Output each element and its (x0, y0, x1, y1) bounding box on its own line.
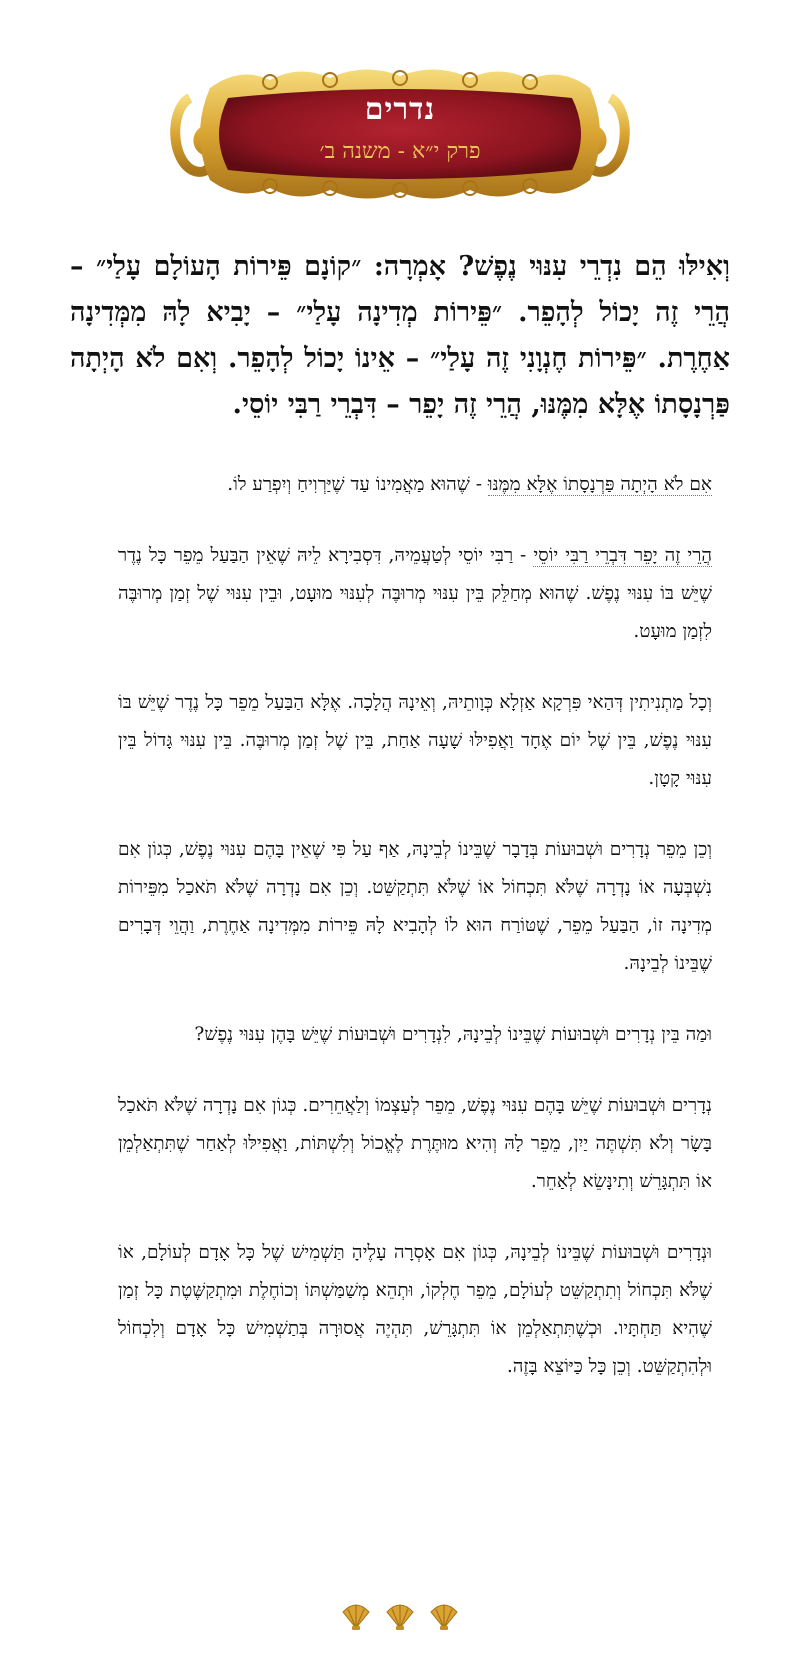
page-title: נדרים (364, 92, 436, 127)
commentary-text: - רַבִּי יוֹסֵי לְטַעֲמֵיהּ, דִּסְבִירָא לֵיהּ שֶׁאֵין הַבַּעַל מֵפֵר כָּל נֶדֶר שֶׁיֵּשׁ בּוֹ עִנּוּי נֶפֶשׁ. שֶׁהוּא מְחַלֵּק בֵּין עִנּוּי מְרוּבֶּה לְעִנּוּי מוּעָט, וּבֵין עִנּוּי שֶׁל זְמַן מְרוּבֶּה לִזְמַן מוּעָט. (118, 545, 712, 642)
dibur-hamatchil: אִם לֹא הָיְתָה פַּרְנָסָתוֹ אֶלָּא מִמֶּנּוּ (487, 474, 712, 495)
mishna-text: וְאִילּוּ הֵם נִדְרֵי עִנּוּי נֶפֶשׁ? אָמְרָה: ״קוֹנָם פֵּירוֹת הָעוֹלָם עָלַי״ – הֲרֵי זֶה יָכוֹל לְהָפֵר. ״פֵּירוֹת מְדִינָה עָלַי״ – יָבִיא לָהּ מִמְּדִינָה אַחֶרֶת. ״פֵּירוֹת חֶנְוָנִי זֶה עָלַי״ – אֵינוֹ יָכוֹל לְהָפֵר. וְאִם לֹא הָיְתָה פַּרְנָסָתוֹ אֶלָּא מִמֶּנּוּ, הֲרֵי זֶה יָפֵר – דִּבְרֵי רַבִּי יוֹסֵי. (70, 251, 730, 420)
commentary-paragraph (118, 1087, 712, 1201)
scroll-banner-icon (170, 58, 630, 210)
shell-icon (428, 1600, 460, 1632)
chapter-subtitle: פרק י״א - משנה ב׳ (319, 139, 481, 164)
commentary-paragraph (118, 831, 712, 983)
shell-icon (340, 1600, 372, 1632)
footer-ornament (340, 1600, 460, 1636)
shell-icon (384, 1600, 416, 1632)
commentary-paragraph (118, 537, 712, 651)
commentary-text: וְכֵן מֵפֵר נְדָרִים וּשְׁבוּעוֹת בְּדָבָר שֶׁבֵּינוֹ לְבֵינָהּ, אַף עַל פִּי שֶׁאֵין בָּהֶם עִנּוּי נֶפֶשׁ, כְּגוֹן אִם נִשְׁבְּעָה אוֹ נָדְרָה שֶׁלֹּא תִּכְחוֹל אוֹ שֶׁלֹּא תִּתְקַשֵּׁט. וְכֵן אִם נָדְרָה שֶׁלֹּא תֹּאכַל מִפֵּירוֹת מְדִינָה זוֹ, הַבַּעַל מֵפֵר, שֶׁטּוֹרַח הוּא לוֹ לְהָבִיא לָהּ פֵּירוֹת מִמְּדִינָה אַחֶרֶת, וַהֲוֵי דְּבָרִים שֶׁבֵּינוֹ לְבֵינָהּ. (118, 839, 712, 974)
commentary-paragraph (118, 466, 712, 504)
commentary-text: וּנְדָרִים וּשְׁבוּעוֹת שֶׁבֵּינוֹ לְבֵינָהּ, כְּגוֹן אִם אָסְרָה עָלֶיהָ תַּשְׁמִישׁ שֶׁל כָּל אָדָם לְעוֹלָם, אוֹ שֶׁלֹּא תִּכְחוֹל וְתִתְקַשֵּׁט לְעוֹלָם, מֵפֵר חֶלְקוֹ, וּתְהֵא מְשַׁמַּשְׁתּוֹ וְכוֹחֶלֶת וּמִתְקַשֶּׁטֶת כָּל זְמַן שֶׁהִיא תַּחְתָּיו. וּכְשֶׁתִּתְאַלְמֵן אוֹ תִּתְגָּרֵשׁ, תִּהְיֶה אֲסוּרָה בְּתַשְׁמִישׁ כָּל אָדָם וְלִכְחוֹל וּלְהִתְקַשֵּׁט. וְכֵן כָּל כַּיּוֹצֵא בָּזֶה. (118, 1242, 712, 1377)
commentary-paragraph (118, 1234, 712, 1386)
commentary-text: נְדָרִים וּשְׁבוּעוֹת שֶׁיֵּשׁ בָּהֶם עִנּוּי נֶפֶשׁ, מֵפֵר לְעַצְמוֹ וְלַאֲחֵרִים. כְּגוֹן אִם נָדְרָה שֶׁלֹּא תֹּאכַל בָּשָׂר וְלֹא תִּשְׁתֶּה יַיִן, מֵפֵר לָהּ וְהִיא מוּתֶּרֶת לֶאֱכוֹל וְלִשְׁתּוֹת, וַאֲפִילּוּ לְאַחַר שֶׁתִּתְאַלְמֵן אוֹ תִּתְגָּרֵשׁ וְתִינָּשֵׂא לְאַחֵר. (118, 1095, 712, 1192)
commentary (118, 466, 712, 1419)
commentary-paragraph (118, 1016, 712, 1054)
commentary-text: וְכָל מַתְנִיתִין דְּהַאי פִּרְקָא אַזְלָא כְּוָותֵיהּ, וְאֵינָהּ הֲלָכָה. אֶלָּא הַבַּעַל מֵפֵר כָּל נֶדֶר שֶׁיֵּשׁ בּוֹ עִנּוּי נֶפֶשׁ, בֵּין שֶׁל יוֹם אֶחָד וַאֲפִילּוּ שָׁעָה אַחַת, בֵּין שֶׁל זְמַן מְרוּבֶּה. בֵּין עִנּוּי גָּדוֹל בֵּין עִנּוּי קָטָן. (118, 692, 712, 789)
commentary-paragraph (118, 684, 712, 798)
header-banner (170, 58, 630, 210)
commentary-text: - שֶׁהוּא מַאֲמִינוֹ עַד שֶׁיַּרְוִיחַ וְיִפְרַע לוֹ. (227, 474, 488, 495)
dibur-hamatchil: הֲרֵי זֶה יָפֵר דִּבְרֵי רַבִּי יוֹסֵי (533, 545, 712, 566)
commentary-text: וּמַה בֵּין נְדָרִים וּשְׁבוּעוֹת שֶׁבֵּינוֹ לְבֵינָהּ, לִנְדָרִים וּשְׁבוּעוֹת שֶׁיֵּשׁ בָּהֶן עִנּוּי נֶפֶשׁ? (194, 1024, 712, 1045)
